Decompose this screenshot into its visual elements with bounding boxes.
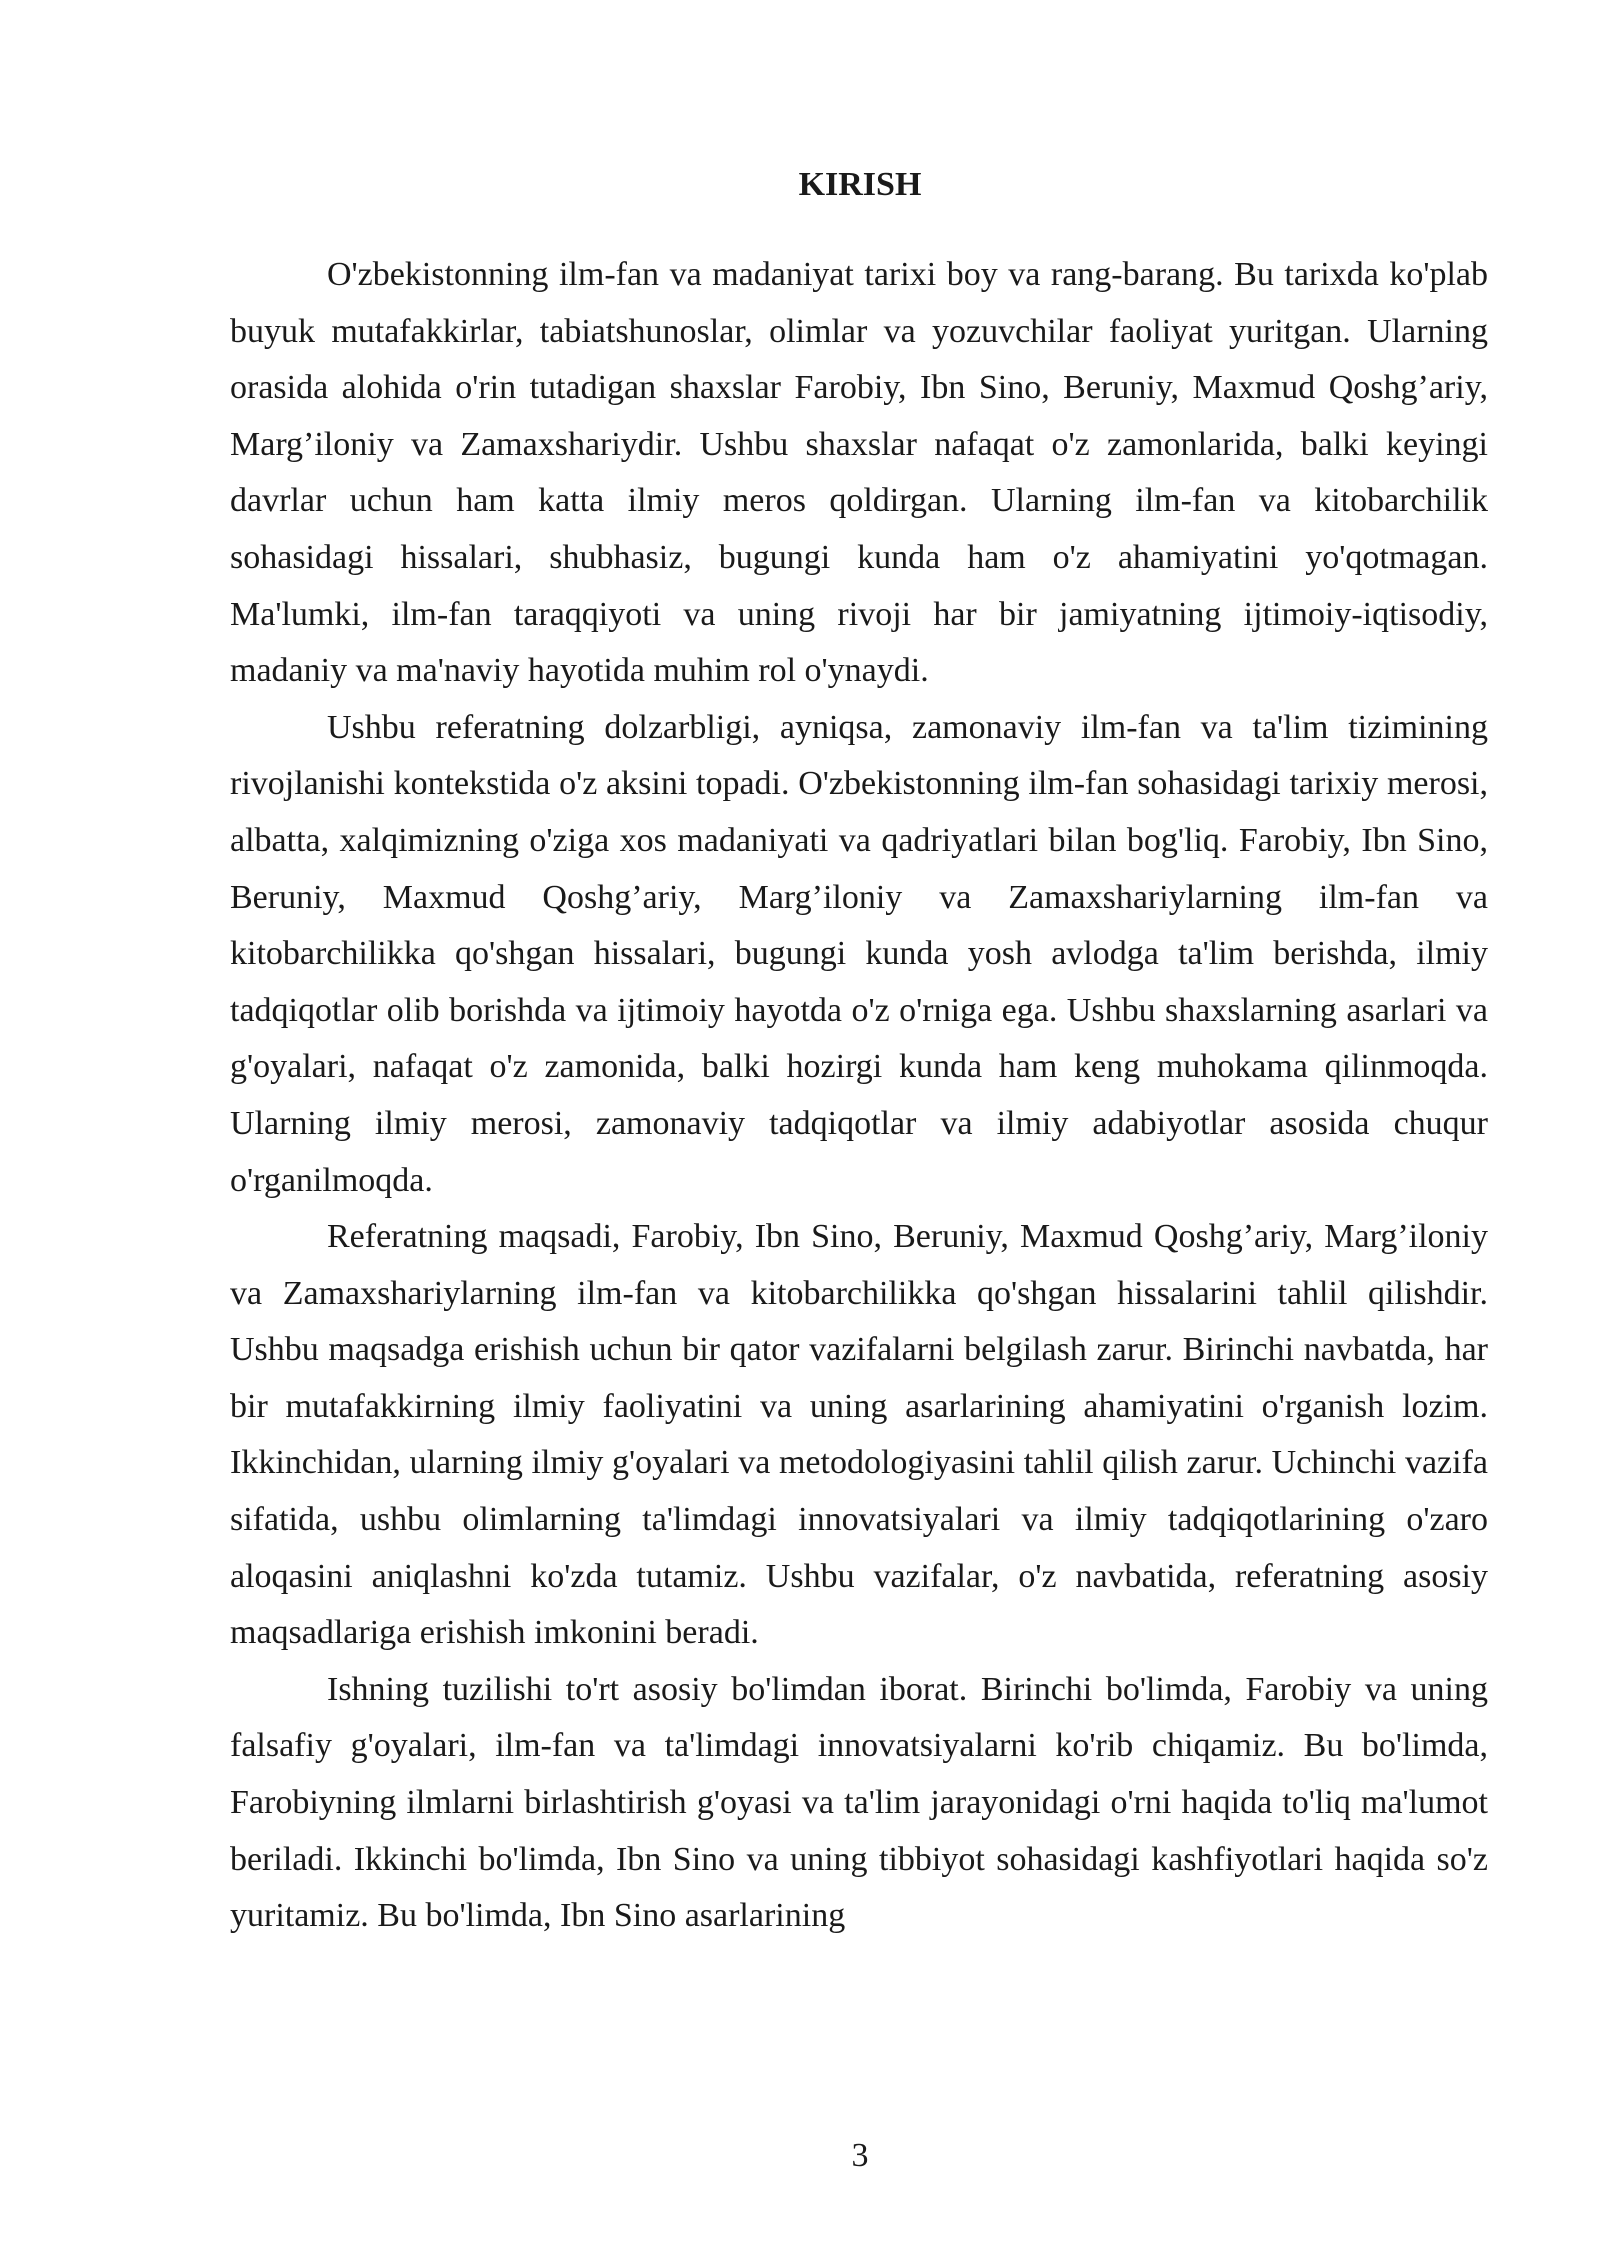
page-title: KIRISH [798,166,922,203]
page-number: 3 [851,2137,869,2174]
paragraph-3: Referatning maqsadi, Farobiy, Ibn Sino, Beruniy, Maxmud Qoshg’ariy, Marg’iloniy va Zamaxshariylarning ilm-fan va kitobarchilikka qo'shgan hissalarini tahlil qilishdir. Ushbu maqsadga erishish uchun bir qator vazifalarni belgilash zarur. Birinchi navbatda, har bir mutafakkirning ilmiy faoliyatini va uning asarlarining ahamiyatini o'rganish lozim. Ikkinchidan, ularning ilmiy g'oyalari va metodologiyasini tahlil qilish zarur. Uchinchi vazifa sifatida, ushbu olimlarning ta'limdagi innovatsiyalari va ilmiy tadqiqotlarining o'zaro aloqasini aniqlashni ko'zda tutamiz. Ushbu vazifalar, o'z navbatida, referatning asosiy maqsadlariga erishish imkonini beradi. [230,1218,1488,1652]
paragraph-4: Ishning tuzilishi to'rt asosiy bo'limdan iborat. Birinchi bo'limda, Farobiy va uning falsafiy g'oyalari, ilm-fan va ta'limdagi innovatsiyalarni ko'rib chiqamiz. Bu bo'limda, Farobiyning ilmlarni birlashtirish g'oyasi va ta'lim jarayonidagi o'rni haqida to'liq ma'lumot beriladi. Ikkinchi bo'limda, Ibn Sino va uning tibbiyot sohasidagi kashfiyotlari haqida so'z yuritamiz. Bu bo'limda, Ibn Sino asarlarining [230,1670,1488,1935]
paragraph-1: O'zbekistonning ilm-fan va madaniyat tarixi boy va rang-barang. Bu tarixda ko'plab buyuk mutafakkirlar, tabiatshunoslar, olimlar va yozuvchilar faoliyat yuritgan. Ularning orasida alohida o'rin tutadigan shaxslar Farobiy, Ibn Sino, Beruniy, Maxmud Qoshg’ariy, Marg’iloniy va Zamaxshariydir. Ushbu shaxslar nafaqat o'z zamonlarida, balki keyingi davrlar uchun ham katta ilmiy meros qoldirgan. Ularning ilm-fan va kitobarchilik sohasidagi hissalari, shubhasiz, bugungi kunda ham o'z ahamiyatini yo'qotmagan. Ma'lumki, ilm-fan taraqqiyoti va uning rivoji har bir jamiyatning ijtimoiy-iqtisodiy, madaniy va ma'naviy hayotida muhim rol o'ynaydi. [230,256,1488,690]
paragraph-2: Ushbu referatning dolzarbligi, ayniqsa, zamonaviy ilm-fan va ta'lim tizimining rivojlanishi kontekstida o'z aksini topadi. O'zbekistonning ilm-fan sohasidagi tarixiy merosi, albatta, xalqimizning o'ziga xos madaniyati va qadriyatlari bilan bog'liq. Farobiy, Ibn Sino, Beruniy, Maxmud Qoshg’ariy, Marg’iloniy va Zamaxshariylarning ilm-fan va kitobarchilikka qo'shgan hissalari, bugungi kunda yosh avlodga ta'lim berishda, ilmiy tadqiqotlar olib borishda va ijtimoiy hayotda o'z o'rniga ega. Ushbu shaxslarning asarlari va g'oyalari, nafaqat o'z zamonida, balki hozirgi kunda ham keng muhokama qilinmoqda. Ularning ilmiy merosi, zamonaviy tadqiqotlar va ilmiy adabiyotlar asosida chuqur o'rganilmoqda. [230,708,1488,1199]
body-text [230,247,1488,1945]
